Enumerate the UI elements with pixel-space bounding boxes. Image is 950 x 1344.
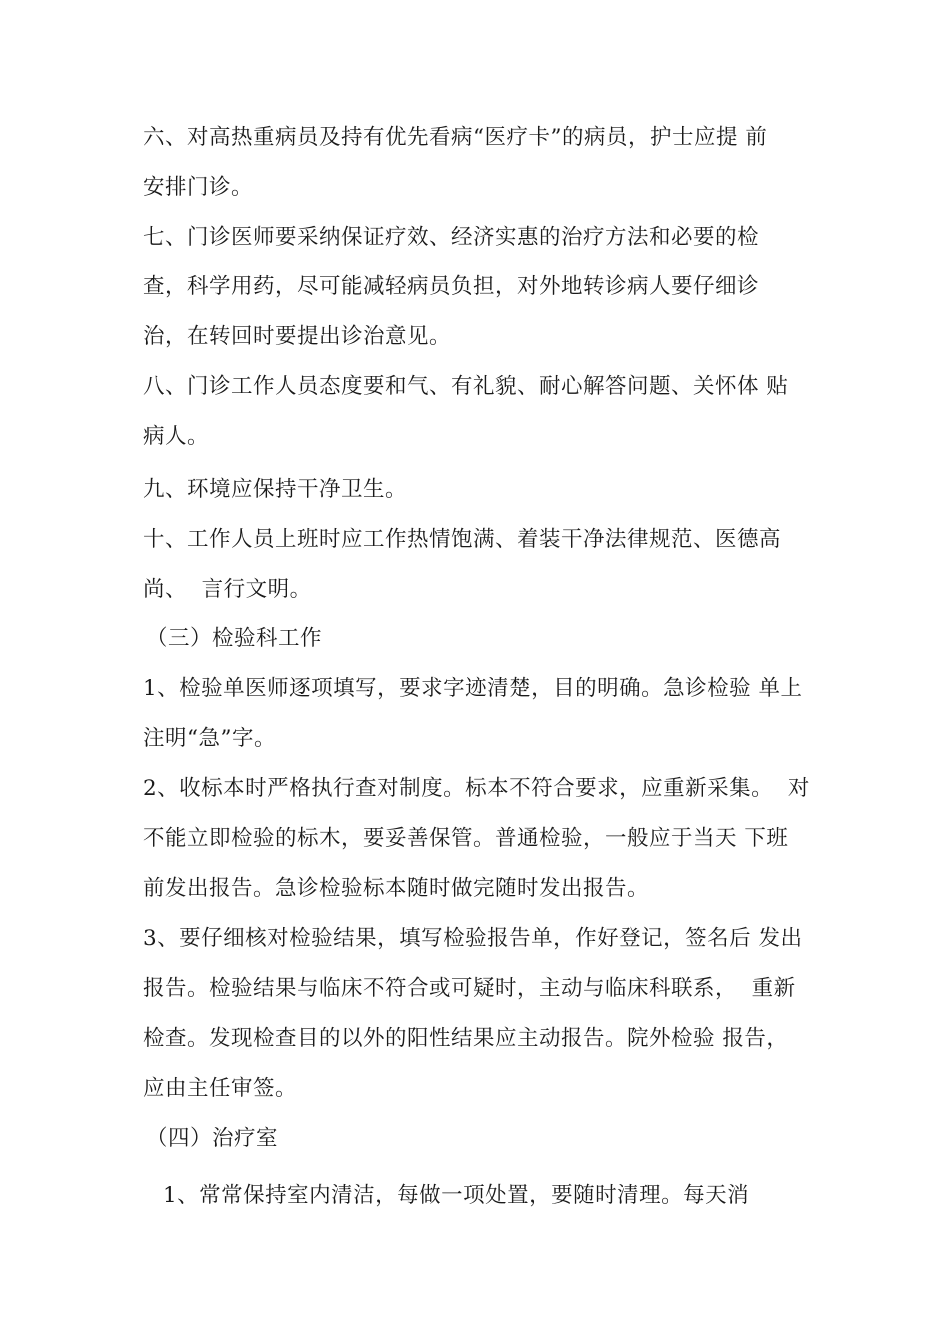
text-line-19: 检查。发现检查目的以外的阳性结果应主动报告。院外检验 报告， — [143, 1026, 789, 1051]
text-line-18: 报告。检验结果与临床不符合或可疑时，主动与临床科联系， 重新 — [143, 976, 796, 1001]
text-line-9: 十、工作人员上班时应工作热情饱满、着装干净法律规范、医德高 — [143, 527, 782, 552]
text-line-20: 应由主任审签。 — [143, 1076, 298, 1101]
text-line-15: 不能立即检验的标木，要妥善保管。普通检验，一般应于当天 下班 — [143, 826, 789, 851]
section-heading-treatment: （四）治疗室 — [146, 1126, 279, 1151]
text-line-10: 尚、 言行文明。 — [143, 577, 312, 602]
text-line-13: 注明“急”字。 — [143, 726, 276, 751]
text-line-17: 3、要仔细核对检验结果，填写检验报告单，作好登记，签名后 发出 — [143, 926, 803, 951]
text-line-3: 七、门诊医师要采纳保证疗效、经济实惠的治疗方法和必要的检 — [143, 225, 760, 250]
text-line-2: 安排门诊。 — [143, 175, 254, 200]
text-line-1: 六、对高热重病员及持有优先看病“医疗卡”的病员，护士应提 前 — [143, 125, 768, 150]
text-line-8: 九、环境应保持干净卫生。 — [143, 477, 408, 502]
text-line-22: 1、常常保持室内清洁，每做一项处置，要随时清理。每天消 — [163, 1183, 750, 1208]
text-line-5: 治，在转回时要提出诊治意见。 — [143, 324, 452, 349]
text-line-12: 1、检验单医师逐项填写，要求字迹清楚，目的明确。急诊检验 单上 — [143, 676, 803, 701]
text-line-6: 八、门诊工作人员态度要和气、有礼貌、耐心解答问题、关怀体 贴 — [143, 374, 789, 399]
section-heading-lab: （三）检验科工作 — [146, 626, 323, 651]
text-line-4: 查，科学用药，尽可能减轻病员负担，对外地转诊病人要仔细诊 — [143, 274, 760, 299]
text-line-16: 前发出报告。急诊检验标本随时做完随时发出报告。 — [143, 876, 650, 901]
text-line-14: 2、收标本时严格执行查对制度。标本不符合要求，应重新采集。 对 — [143, 776, 810, 801]
text-line-7: 病人。 — [143, 424, 210, 449]
